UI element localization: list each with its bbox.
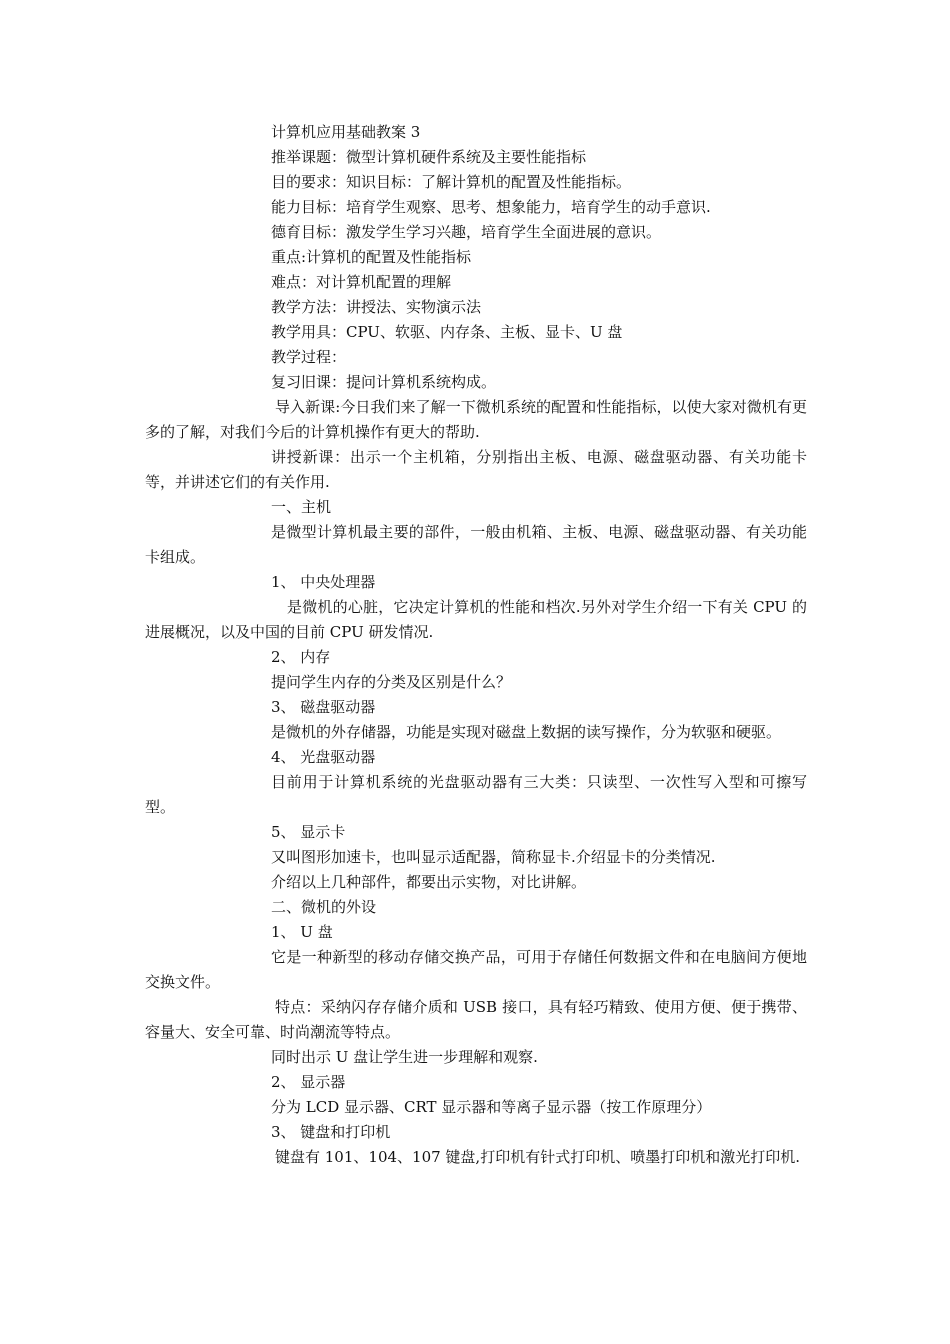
- item-heading-cpu: 1、 中央处理器: [271, 573, 376, 591]
- optical-drive-paragraph: 目前用于计算机系统的光盘驱动器有三大类：只读型、一次性写入型和可擦写型。: [145, 773, 807, 816]
- disk-drive-paragraph: 是微机的外存储器，功能是实现对磁盘上数据的读写操作，分为软驱和硬驱。: [271, 723, 782, 741]
- keyboard-printer-paragraph: 键盘有 101、104、107 键盘,打印机有针式打印机、喷墨打印机和激光打印机.: [275, 1148, 800, 1166]
- host-paragraph: 是微型计算机最主要的部件，一般由机箱、主板、电源、磁盘驱动器、有关功能卡组成。: [145, 523, 807, 566]
- memory-paragraph: 提问学生内存的分类及区别是什么？: [271, 673, 512, 691]
- teaching-process-heading: 教学过程：: [271, 348, 347, 366]
- topic-line: 推举课题：微型计算机硬件系统及主要性能指标: [271, 148, 587, 166]
- key-point-line: 重点:计算机的配置及性能指标: [271, 248, 472, 266]
- moral-goal-line: 德育目标：激发学生学习兴趣，培育学生全面进展的意识。: [271, 223, 662, 241]
- document-title: 计算机应用基础教案 3: [271, 123, 421, 141]
- usb-features-paragraph: 特点：采纳闪存存储介质和 USB 接口，具有轻巧精致、使用方便、便于携带、容量大、安全可靠、时尚潮流等特点。: [145, 998, 807, 1041]
- usb-demo-paragraph: 同时出示 U 盘让学生进一步理解和观察.: [271, 1048, 538, 1066]
- item-heading-monitor: 2、 显示器: [271, 1073, 346, 1091]
- teaching-method-line: 教学方法：讲授法、实物演示法: [271, 298, 482, 316]
- item-heading-graphics-card: 5、 显示卡: [271, 823, 346, 841]
- item-heading-optical-drive: 4、 光盘驱动器: [271, 748, 376, 766]
- cpu-paragraph: 是微机的心脏，它决定计算机的性能和档次.另外对学生介绍一下有关 CPU 的进展概况，以及中国的目前 CPU 研发情况.: [145, 598, 807, 641]
- section-heading-peripherals: 二、微机的外设: [271, 898, 377, 916]
- teaching-tools-line: 教学用具：CPU、软驱、内存条、主板、显卡、U 盘: [271, 323, 623, 341]
- item-heading-memory: 2、 内存: [271, 648, 331, 666]
- item-heading-usb-drive: 1、 U 盘: [271, 923, 333, 941]
- monitor-paragraph: 分为 LCD 显示器、CRT 显示器和等离子显示器（按工作原理分）: [271, 1098, 712, 1116]
- document-page: [145, 120, 807, 1170]
- introduction-paragraph: 导入新课:今日我们来了解一下微机系统的配置和性能指标，以使大家对微机有更多的了解，对我们今后的计算机操作有更大的帮助.: [145, 398, 807, 441]
- item-heading-disk-drive: 3、 磁盘驱动器: [271, 698, 376, 716]
- demonstration-paragraph: 介绍以上几种部件，都要出示实物，对比讲解。: [271, 873, 587, 891]
- new-lesson-paragraph: 讲授新课：出示一个主机箱，分别指出主板、电源、磁盘驱动器、有关功能卡等，并讲述它们的有关作用.: [145, 448, 807, 491]
- item-heading-keyboard-printer: 3、 键盘和打印机: [271, 1123, 391, 1141]
- graphics-card-paragraph: 又叫图形加速卡，也叫显示适配器，简称显卡.介绍显卡的分类情况.: [271, 848, 716, 866]
- ability-goal-line: 能力目标：培育学生观察、思考、想象能力，培育学生的动手意识.: [271, 198, 711, 216]
- difficulty-line: 难点：对计算机配置的理解: [271, 273, 452, 291]
- review-line: 复习旧课：提问计算机系统构成。: [271, 373, 497, 391]
- section-heading-host: 一、主机: [271, 498, 332, 516]
- usb-drive-paragraph: 它是一种新型的移动存储交换产品，可用于存储任何数据文件和在电脑间方便地交换文件。: [145, 948, 807, 991]
- objective-line: 目的要求：知识目标：了解计算机的配置及性能指标。: [271, 173, 632, 191]
